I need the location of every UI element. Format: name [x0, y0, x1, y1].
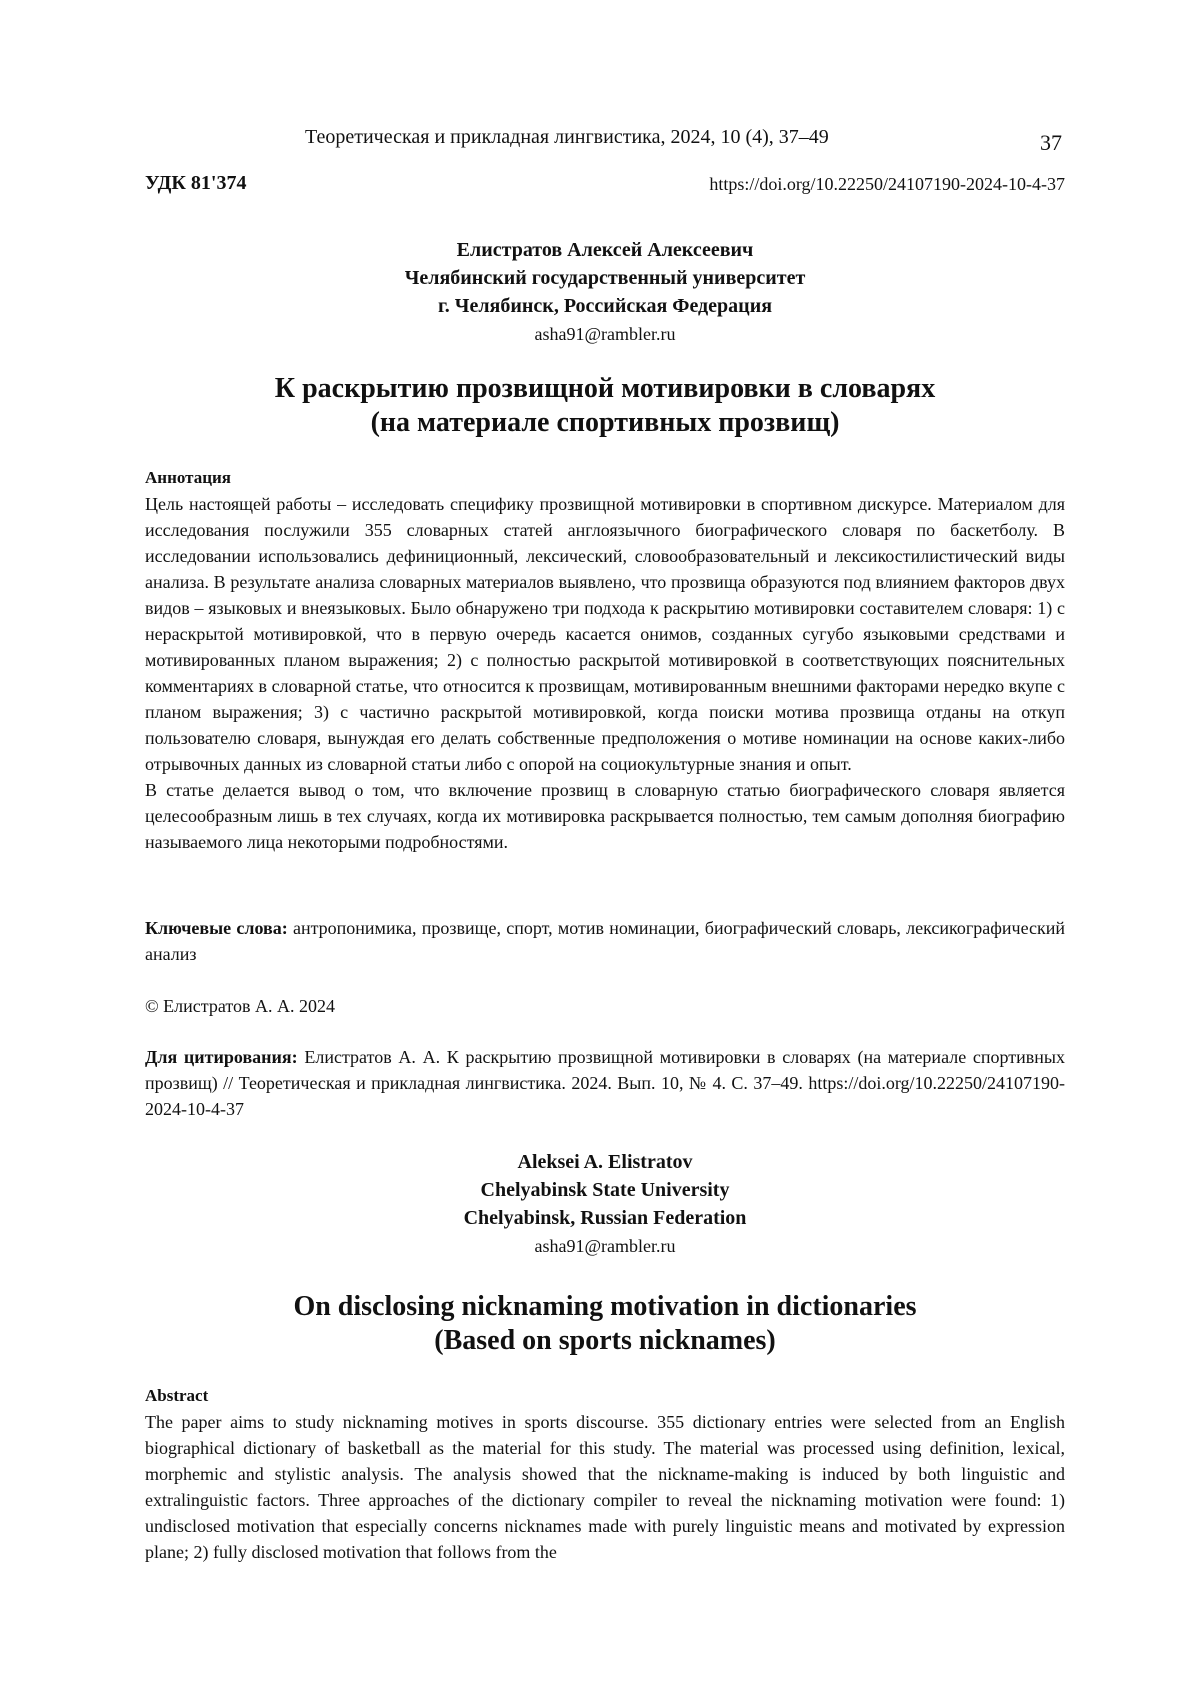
ru-author-block — [145, 236, 1065, 348]
ru-keywords-label: Ключевые слова: — [145, 918, 288, 938]
ru-affiliation: Челябинский государственный университет — [145, 264, 1065, 292]
en-title — [145, 1290, 1065, 1358]
ru-author-name: Елистратов Алексей Алексеевич — [145, 236, 1065, 264]
citation-text: Елистратов А. А. К раскрытию прозвищной мотивировки в словарях (на материале спортивных прозвищ) // Теоретическая и прикладная лингвистика. 2024. Вып. 10, № 4. С. 37–49. https://doi.org/10.22250/24107190-2024-10-4-37 — [145, 1047, 1065, 1119]
ru-keywords-text: антропонимика, прозвище, спорт, мотив номинации, биографический словарь, лексикографический анализ — [145, 918, 1065, 964]
en-email[interactable]: asha91@rambler.ru — [145, 1232, 1065, 1260]
en-abstract-paragraph-1: The paper aims to study nicknaming motives in sports discourse. 355 dictionary entries were selected from an English biographical dictionary of basketball as the material for this study. The material was processed using definition, lexical, morphemic and stylistic analysis. The analysis showed that the nickname-making is induced by both linguistic and extralinguistic factors. Three approaches of the dictionary compiler to reveal the nicknaming motivation were found: 1) undisclosed motivation that especially concerns nicknames made with purely linguistic means and motivated by expression plane; 2) fully disclosed motivation that follows from the — [145, 1409, 1065, 1565]
en-abstract-heading: Abstract — [145, 1383, 1065, 1409]
en-affiliation: Chelyabinsk State University — [145, 1176, 1065, 1204]
doi-link[interactable]: https://doi.org/10.22250/24107190-2024-10-4-37 — [709, 174, 1065, 195]
ru-abstract-paragraph-2: В статье делается вывод о том, что включение прозвищ в словарную статью биографического словаря является целесообразным лишь в тех случаях, когда их мотивировка раскрывается полностью, тем самым дополняя биографию называемого лица некоторыми подробностями. — [145, 777, 1065, 855]
en-title-line1: On disclosing nicknaming motivation in dictionaries — [145, 1290, 1065, 1324]
en-abstract — [145, 1383, 1065, 1565]
en-location: Chelyabinsk, Russian Federation — [145, 1204, 1065, 1232]
ru-abstract-paragraph-1: Цель настоящей работы – исследовать специфику прозвищной мотивировки в спортивном дискурсе. Материалом для исследования послужили 355 словарных статей англоязычного биографического словаря по баскетболу. В исследовании использовались дефиниционный, лексический, словообразовательный и лексикостилистический виды анализа. В результате анализа словарных материалов выявлено, что прозвища образуются под влиянием факторов двух видов – языковых и внеязыковых. Было обнаружено три подхода к раскрытию мотивировки составителем словаря: 1) с нераскрытой мотивировкой, что в первую очередь касается онимов, созданных сугубо языковыми средствами и мотивированных планом выражения; 2) с полностью раскрытой мотивировкой в соответствующих пояснительных комментариях в словарной статье, что относится к прозвищам, мотивированным внешними факторами нередко вкупе с планом выражения; 3) с частично раскрытой мотивировкой, когда поиски мотива прозвища отданы на откуп пользователю словаря, вынуждая его делать собственные предположения о мотиве номинации на основе каких-либо отрывочных данных из словарной статьи либо с опорой на социокультурные знания и опыт. — [145, 491, 1065, 777]
ru-email[interactable]: asha91@rambler.ru — [145, 320, 1065, 348]
udk-code: УДК 81'374 — [145, 172, 246, 195]
journal-header: Теоретическая и прикладная лингвистика, 2024, 10 (4), 37–49 — [305, 126, 829, 149]
ru-abstract-heading: Аннотация — [145, 465, 1065, 491]
ru-location: г. Челябинск, Российская Федерация — [145, 292, 1065, 320]
citation-label: Для цитирования: — [145, 1047, 298, 1067]
page-number: 37 — [1040, 130, 1062, 156]
en-author-block — [145, 1148, 1065, 1260]
ru-keywords — [145, 915, 1065, 967]
citation — [145, 1044, 1065, 1122]
en-author-name: Aleksei A. Elistratov — [145, 1148, 1065, 1176]
ru-title — [145, 372, 1065, 440]
ru-title-line1: К раскрытию прозвищной мотивировки в словарях — [145, 372, 1065, 406]
copyright: © Елистратов А. А. 2024 — [145, 993, 1065, 1019]
ru-abstract — [145, 465, 1065, 855]
en-title-line2: (Based on sports nicknames) — [145, 1324, 1065, 1358]
ru-title-line2: (на материале спортивных прозвищ) — [145, 406, 1065, 440]
